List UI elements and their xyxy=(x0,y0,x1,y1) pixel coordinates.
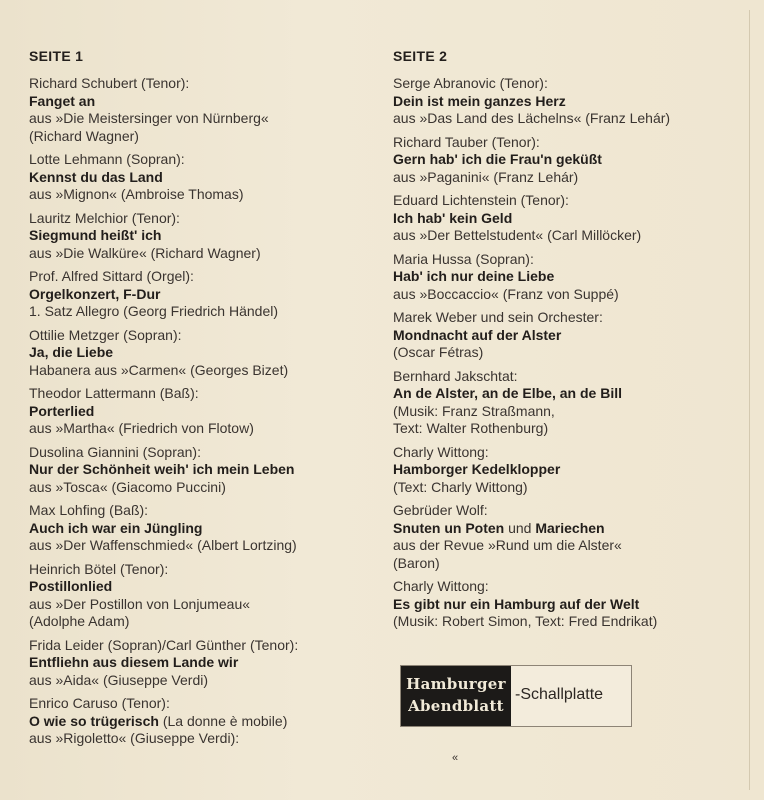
track-source: aus der Revue »Rund um die Alster« xyxy=(393,537,622,553)
track-source: aus »Martha« (Friedrich von Flotow) xyxy=(29,420,254,436)
track-title: Es gibt nur ein Hamburg auf der Welt xyxy=(393,595,640,612)
track-title-line xyxy=(393,327,738,345)
track-entry xyxy=(393,578,738,631)
track-title: Siegmund heißt' ich xyxy=(29,227,162,243)
track-title-line xyxy=(29,520,374,538)
track-title-line xyxy=(29,578,374,596)
track-source: aus »Aida« (Giuseppe Verdi) xyxy=(29,671,208,688)
track-title: Orgelkonzert, F-Dur xyxy=(29,285,161,302)
track-title-line xyxy=(393,93,738,111)
track-title-line xyxy=(393,151,738,169)
track-title-line xyxy=(393,268,738,286)
track-title: Dein ist mein ganzes Herz xyxy=(393,92,566,109)
track-entry xyxy=(393,192,738,245)
track-title-line xyxy=(393,520,738,538)
track-title-line xyxy=(29,461,374,479)
performer: Max Lohfing (Baß): xyxy=(29,502,149,518)
track-title: Postillonlied xyxy=(29,578,113,594)
track-entry xyxy=(29,385,374,438)
track-title: Mondnacht auf der Alster xyxy=(393,326,562,343)
track-title: Snuten un Poten xyxy=(393,519,505,536)
track-source: (Adolphe Adam) xyxy=(29,613,130,629)
track-source: 1. Satz Allegro (Georg Friedrich Händel) xyxy=(29,303,278,319)
track-entry xyxy=(29,75,374,145)
performer: Prof. Alfred Sittard (Orgel): xyxy=(29,268,194,284)
track-source: aus »Der Waffenschmied« (Albert Lortzing) xyxy=(29,537,297,553)
track-title-suffix: (La donne è mobile) xyxy=(158,712,288,729)
page-edge xyxy=(749,10,750,790)
track-title-line xyxy=(393,461,738,479)
track-entry xyxy=(393,134,738,187)
track-title-line xyxy=(29,654,374,672)
performer: Theodor Lattermann (Baß): xyxy=(29,385,199,401)
track-title: An de Alster, an de Elbe, an de Bill xyxy=(393,385,622,401)
logo-suffix: -Schallplatte xyxy=(515,686,604,703)
track-entry xyxy=(29,561,374,631)
performer: Richard Schubert (Tenor): xyxy=(29,75,190,91)
side-2-column xyxy=(393,48,738,637)
track-source: aus »Paganini« (Franz Lehár) xyxy=(393,168,579,185)
track-title: Hab' ich nur deine Liebe xyxy=(393,268,555,284)
performer: Charly Wittong: xyxy=(393,443,489,460)
track-source: Habanera aus »Carmen« (Georges Bizet) xyxy=(29,361,289,378)
logo-line-2: Abendblatt xyxy=(408,697,504,715)
track-entry xyxy=(29,210,374,263)
side-2-track-list xyxy=(393,75,738,631)
track-source: (Musik: Robert Simon, Text: Fred Endrikat) xyxy=(393,613,658,629)
track-entry xyxy=(393,309,738,362)
performer: Marek Weber und sein Orchester: xyxy=(393,309,603,325)
track-title-line xyxy=(393,596,738,614)
track-title-line xyxy=(29,344,374,362)
performer: Dusolina Giannini (Sopran): xyxy=(29,443,201,460)
track-entry xyxy=(393,444,738,497)
track-entry xyxy=(29,502,374,555)
performer: Frida Leider (Sopran)/Carl Günther (Tenor): xyxy=(29,636,299,653)
track-entry xyxy=(393,75,738,128)
track-title: Auch ich war ein Jüngling xyxy=(29,519,203,536)
track-source: aus »Rigoletto« (Giuseppe Verdi): xyxy=(29,730,240,746)
logo-mark xyxy=(401,666,511,726)
track-title-line xyxy=(29,169,374,187)
performer: Bernhard Jakschtat: xyxy=(393,367,518,384)
track-title-line xyxy=(29,403,374,421)
performer: Enrico Caruso (Tenor): xyxy=(29,695,170,711)
track-entry xyxy=(393,502,738,572)
track-entry xyxy=(29,327,374,380)
track-title-line xyxy=(393,385,738,403)
performer: Ottilie Metzger (Sopran): xyxy=(29,326,182,343)
track-entry xyxy=(393,251,738,304)
side-1-track-list xyxy=(29,75,374,748)
track-source: aus »Die Walküre« (Richard Wagner) xyxy=(29,244,261,261)
track-title: Ja, die Liebe xyxy=(29,344,114,360)
track-title-line xyxy=(29,286,374,304)
performer: Eduard Lichtenstein (Tenor): xyxy=(393,192,569,208)
track-title: Gern hab' ich die Frau'n geküßt xyxy=(393,151,602,167)
hamburger-abendblatt-logo xyxy=(400,665,632,727)
track-title-line xyxy=(29,713,374,731)
side-1-column xyxy=(29,48,374,754)
track-source: aus »Tosca« (Giacomo Puccini) xyxy=(29,478,226,495)
track-title-line xyxy=(393,210,738,228)
track-entry xyxy=(29,151,374,204)
print-mark: « xyxy=(452,752,459,764)
track-title: Ich hab' kein Geld xyxy=(393,209,513,226)
track-source: aus »Boccaccio« (Franz von Suppé) xyxy=(393,285,619,302)
track-source: aus »Mignon« (Ambroise Thomas) xyxy=(29,186,244,202)
track-title-line xyxy=(29,227,374,245)
track-title-end: Mariechen xyxy=(535,519,605,536)
track-source: aus »Der Postillon von Lonjumeau« xyxy=(29,595,251,612)
track-entry xyxy=(29,637,374,690)
track-entry xyxy=(393,368,738,438)
track-title: Porterlied xyxy=(29,402,95,419)
track-title: O wie so trügerisch xyxy=(29,712,159,729)
performer: Richard Tauber (Tenor): xyxy=(393,133,540,150)
track-source: aus »Das Land des Lächelns« (Franz Lehár) xyxy=(393,110,671,126)
track-title: Fanget an xyxy=(29,92,96,109)
track-title-connector: und xyxy=(504,519,536,536)
track-title: Entfliehn aus diesem Lande wir xyxy=(29,654,239,670)
track-source: aus »Der Bettelstudent« (Carl Millöcker) xyxy=(393,227,642,243)
track-title: Kennst du das Land xyxy=(29,168,163,185)
track-source: aus »Die Meistersinger von Nürnberg« xyxy=(29,110,269,126)
track-entry xyxy=(29,444,374,497)
logo-line-1: Hamburger xyxy=(406,675,506,693)
performer: Serge Abranovic (Tenor): xyxy=(393,75,548,91)
performer: Charly Wittong: xyxy=(393,578,489,594)
track-source: (Text: Charly Wittong) xyxy=(393,478,528,495)
track-entry xyxy=(29,268,374,321)
track-title: Hamborger Kedelklopper xyxy=(393,461,561,477)
performer: Gebrüder Wolf: xyxy=(393,502,488,518)
track-source: (Richard Wagner) xyxy=(29,127,139,144)
track-source: (Musik: Franz Straßmann, xyxy=(393,402,555,419)
track-entry xyxy=(29,695,374,748)
track-source: Text: Walter Rothenburg) xyxy=(393,420,549,436)
performer: Lotte Lehmann (Sopran): xyxy=(29,151,185,167)
performer: Heinrich Bötel (Tenor): xyxy=(29,560,169,577)
track-title: Nur der Schönheit weih' ich mein Leben xyxy=(29,461,295,477)
side-2-heading: SEITE 2 xyxy=(393,48,448,64)
track-source: (Oscar Fétras) xyxy=(393,344,484,360)
track-title-line xyxy=(29,93,374,111)
performer: Lauritz Melchior (Tenor): xyxy=(29,209,180,226)
performer: Maria Hussa (Sopran): xyxy=(393,250,534,267)
side-1-heading: SEITE 1 xyxy=(29,48,84,64)
track-source: (Baron) xyxy=(393,554,440,571)
